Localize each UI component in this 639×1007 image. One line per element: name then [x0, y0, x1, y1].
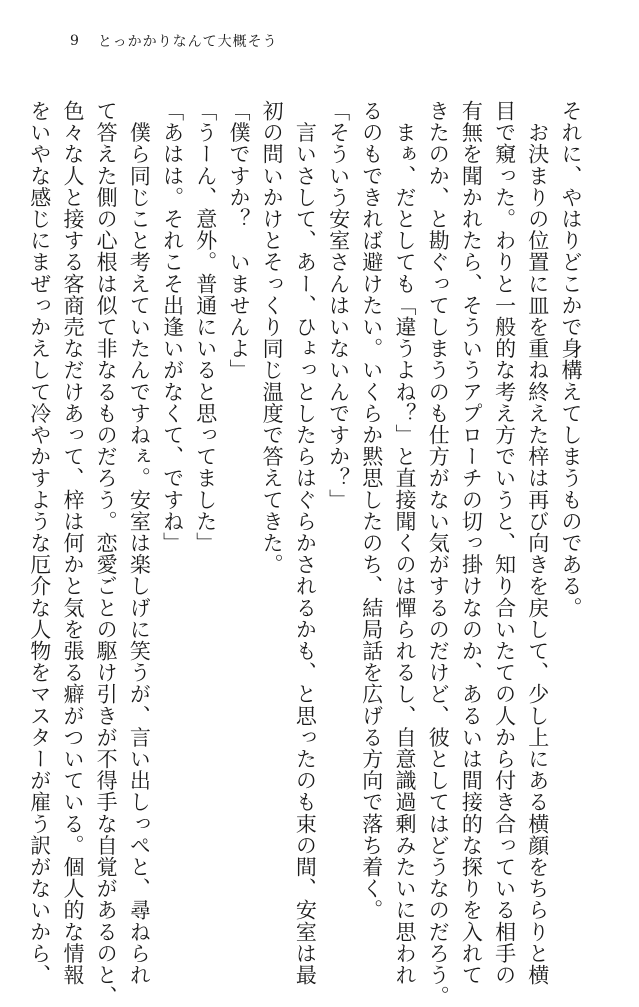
text-line: 目で窺った。わりと一般的な考え方でいうと、知り合いたての人から付き合っている相手の: [492, 100, 517, 986]
text-line: きたのか、と勘ぐってしまうのも仕方がない気がするのだけど、彼としてはどうなのだろう。: [426, 100, 451, 1007]
vertical-body-text: [23, 100, 587, 1007]
text-line: 有無を聞かれたら、そういうアプローチの切っ掛けなのか、あるいは間接的な探りを入れて: [459, 100, 484, 986]
text-line: 僕ら同じこと考えていたんですねぇ。安室は楽しげに笑うが、言い出しっぺと、尋ねられ: [127, 100, 152, 986]
page-number: 9: [70, 33, 80, 49]
text-line: をいやな感じにまぜっかえして冷やかすような厄介な人物をマスターが雇う訳がないから、: [27, 100, 52, 986]
chapter-title: とっかかりなんて大概そう: [97, 34, 278, 50]
dialogue-line: 「うーん、意外。普通にいると思ってました」: [193, 100, 218, 554]
text-line: 色々な人と接する客商売なだけあって、梓は何かと気を張る癖がついている。個人的な情報: [60, 100, 85, 986]
text-line: それに、やはりどこかで身構えてしまうものである。: [559, 100, 583, 619]
text-line: るのもできれば避けたい。いくらか黙思したのち、結局話を広げる方向で落ち着く。: [359, 100, 384, 921]
dialogue-line: 「あはは。それこそ出逢いがなくて、ですね」: [160, 100, 185, 554]
text-line: お決まりの位置に皿を重ね終えた梓は再び向きを戻して、少し上にある横顔をちらりと横: [525, 100, 550, 986]
text-line: まぁ、だとしても「違うよね？」と直接聞くのは憚られるし、自意識過剰みたいに思われ: [392, 100, 417, 986]
dialogue-line: 「僕ですか？ いませんよ」: [226, 100, 251, 381]
dialogue-line: 「そういう安室さんはいないんですか？」: [326, 100, 351, 511]
text-line: て答えた側の心根は似て非なるものだろう。恋愛ごとの駆け引きが不得手な自覚があるのと、: [94, 100, 119, 1007]
text-line: 言いさして、あー、ひょっとしたらはぐらかされるかも、と思ったのも束の間、安室は最: [293, 100, 318, 986]
text-line: 初の問いかけとそっくり同じ温度で答えてきた。: [260, 100, 285, 576]
running-header: [70, 30, 278, 52]
